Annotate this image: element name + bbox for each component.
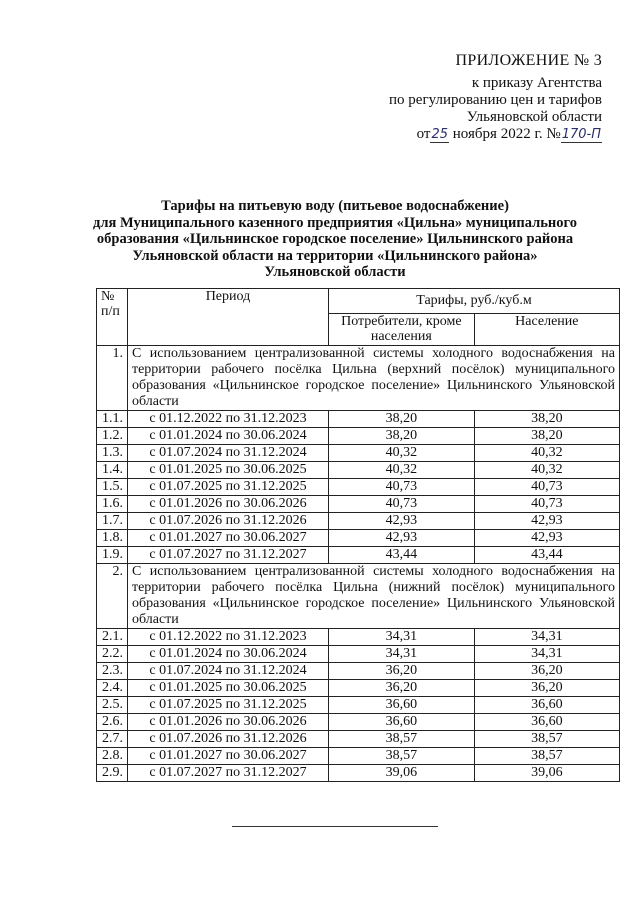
- section-description: С использованием централизованной системы холодного водоснабжения на территории рабочего посёлка Цильна (верхний посёлок) муниципального образования «Цильнинское городское поселение» Цильнинского Ульяновской области: [127, 346, 619, 411]
- row-population-tariff: 40,32: [474, 445, 619, 462]
- section-number: 2.: [97, 564, 128, 629]
- row-period: с 01.12.2022 по 31.12.2023: [127, 629, 328, 646]
- row-period: с 01.01.2026 по 30.06.2026: [127, 714, 328, 731]
- table-row: [97, 445, 620, 462]
- section-description: С использованием централизованной системы холодного водоснабжения на территории рабочего посёлка Цильна (нижний посёлок) муниципального образования «Цильнинское городское поселение» Цильнинского Ульяновской области: [127, 564, 619, 629]
- row-number: 2.5.: [97, 697, 128, 714]
- row-consumers-tariff: 40,32: [328, 445, 474, 462]
- title-line-3: образования «Цильнинское городское поселение» Цильнинского района: [96, 231, 574, 247]
- row-population-tariff: 34,31: [474, 646, 619, 663]
- row-number: 1.1.: [97, 411, 128, 428]
- row-period: с 01.01.2024 по 30.06.2024: [127, 428, 328, 445]
- row-consumers-tariff: 34,31: [328, 646, 474, 663]
- row-consumers-tariff: 36,60: [328, 697, 474, 714]
- row-number: 2.2.: [97, 646, 128, 663]
- row-population-tariff: 42,93: [474, 513, 619, 530]
- table-row: [97, 428, 620, 445]
- row-consumers-tariff: 42,93: [328, 513, 474, 530]
- section-number: 1.: [97, 346, 128, 411]
- row-number: 1.8.: [97, 530, 128, 547]
- row-number: 2.7.: [97, 731, 128, 748]
- title-line-2: для Муниципального казенного предприятия «Цильна» муниципального: [93, 214, 577, 231]
- table-row: [97, 496, 620, 513]
- header-tariffs: Тарифы, руб./куб.м: [328, 289, 619, 314]
- row-period: с 01.07.2026 по 31.12.2026: [127, 731, 328, 748]
- title-line-5: Ульяновской области: [264, 264, 406, 280]
- title-line-4: Ульяновской области на территории «Цильнинского района»: [132, 247, 538, 264]
- row-period: с 01.01.2026 по 30.06.2026: [127, 496, 328, 513]
- row-period: с 01.07.2024 по 31.12.2024: [127, 663, 328, 680]
- row-period: с 01.07.2025 по 31.12.2025: [127, 697, 328, 714]
- table-row: [97, 479, 620, 496]
- table-row: [97, 513, 620, 530]
- row-consumers-tariff: 36,60: [328, 714, 474, 731]
- closing-line: [232, 826, 438, 827]
- row-population-tariff: 40,32: [474, 462, 619, 479]
- row-number: 1.3.: [97, 445, 128, 462]
- header-consumers: Потребители, кроме населения: [328, 314, 474, 346]
- row-number: 1.7.: [97, 513, 128, 530]
- section-row: [97, 346, 620, 411]
- row-population-tariff: 36,20: [474, 680, 619, 697]
- order-date-line: [389, 126, 602, 143]
- row-number: 2.4.: [97, 680, 128, 697]
- row-consumers-tariff: 38,20: [328, 428, 474, 445]
- table-row: [97, 547, 620, 564]
- row-number: 1.9.: [97, 547, 128, 564]
- row-consumers-tariff: 40,73: [328, 496, 474, 513]
- row-period: с 01.07.2026 по 31.12.2026: [127, 513, 328, 530]
- row-consumers-tariff: 34,31: [328, 629, 474, 646]
- document-title: [70, 198, 600, 281]
- row-number: 1.6.: [97, 496, 128, 513]
- row-consumers-tariff: 38,20: [328, 411, 474, 428]
- handwritten-order-number: 170-П: [561, 127, 601, 142]
- header-period: Период: [127, 289, 328, 346]
- table-body: [97, 346, 620, 782]
- section-row: [97, 564, 620, 629]
- row-period: с 01.01.2025 по 30.06.2025: [127, 462, 328, 479]
- table-row: [97, 530, 620, 547]
- row-population-tariff: 36,60: [474, 697, 619, 714]
- table-row: [97, 697, 620, 714]
- row-population-tariff: 36,60: [474, 714, 619, 731]
- row-consumers-tariff: 38,57: [328, 748, 474, 765]
- table-row: [97, 680, 620, 697]
- row-population-tariff: 38,20: [474, 411, 619, 428]
- header-population: Население: [474, 314, 619, 346]
- row-number: 2.1.: [97, 629, 128, 646]
- row-period: с 01.07.2027 по 31.12.2027: [127, 547, 328, 564]
- row-period: с 01.01.2027 по 30.06.2027: [127, 530, 328, 547]
- row-number: 2.9.: [97, 765, 128, 782]
- row-consumers-tariff: 36,20: [328, 680, 474, 697]
- row-consumers-tariff: 39,06: [328, 765, 474, 782]
- row-population-tariff: 34,31: [474, 629, 619, 646]
- appendix-block: [389, 52, 602, 143]
- row-consumers-tariff: 36,20: [328, 663, 474, 680]
- row-population-tariff: 36,20: [474, 663, 619, 680]
- row-period: с 01.01.2025 по 30.06.2025: [127, 680, 328, 697]
- row-consumers-tariff: 42,93: [328, 530, 474, 547]
- handwritten-day: 25: [431, 127, 449, 142]
- appendix-heading: ПРИЛОЖЕНИЕ № 3: [455, 52, 602, 69]
- date-prefix: от: [416, 126, 431, 142]
- appendix-line-1: к приказу Агентства: [471, 75, 602, 91]
- row-number: 1.4.: [97, 462, 128, 479]
- title-line-1: Тарифы на питьевую воду (питьевое водоснабжение): [161, 198, 509, 214]
- header-num: № п/п: [97, 289, 128, 346]
- row-number: 2.3.: [97, 663, 128, 680]
- table-row: [97, 748, 620, 765]
- row-number: 1.5.: [97, 479, 128, 496]
- row-consumers-tariff: 43,44: [328, 547, 474, 564]
- table-row: [97, 731, 620, 748]
- row-period: с 01.07.2024 по 31.12.2024: [127, 445, 328, 462]
- table-row: [97, 765, 620, 782]
- appendix-line-3: Ульяновской области: [466, 109, 602, 125]
- tariffs-table: [96, 288, 620, 782]
- row-consumers-tariff: 40,73: [328, 479, 474, 496]
- row-number: 2.6.: [97, 714, 128, 731]
- row-number: 1.2.: [97, 428, 128, 445]
- row-consumers-tariff: 40,32: [328, 462, 474, 479]
- row-period: с 01.01.2024 по 30.06.2024: [127, 646, 328, 663]
- table-row: [97, 411, 620, 428]
- row-population-tariff: 38,57: [474, 748, 619, 765]
- row-population-tariff: 43,44: [474, 547, 619, 564]
- table-row: [97, 663, 620, 680]
- appendix-line-2: по регулированию цен и тарифов: [389, 92, 602, 108]
- row-population-tariff: 38,20: [474, 428, 619, 445]
- row-period: с 01.07.2025 по 31.12.2025: [127, 479, 328, 496]
- row-population-tariff: 40,73: [474, 479, 619, 496]
- row-consumers-tariff: 38,57: [328, 731, 474, 748]
- table-row: [97, 629, 620, 646]
- row-period: с 01.07.2027 по 31.12.2027: [127, 765, 328, 782]
- row-population-tariff: 40,73: [474, 496, 619, 513]
- table-row: [97, 714, 620, 731]
- table-row: [97, 462, 620, 479]
- row-number: 2.8.: [97, 748, 128, 765]
- row-period: с 01.12.2022 по 31.12.2023: [127, 411, 328, 428]
- row-period: с 01.01.2027 по 30.06.2027: [127, 748, 328, 765]
- row-population-tariff: 38,57: [474, 731, 619, 748]
- row-population-tariff: 39,06: [474, 765, 619, 782]
- row-population-tariff: 42,93: [474, 530, 619, 547]
- date-rest: ноября 2022 г. №: [449, 126, 561, 142]
- table-row: [97, 646, 620, 663]
